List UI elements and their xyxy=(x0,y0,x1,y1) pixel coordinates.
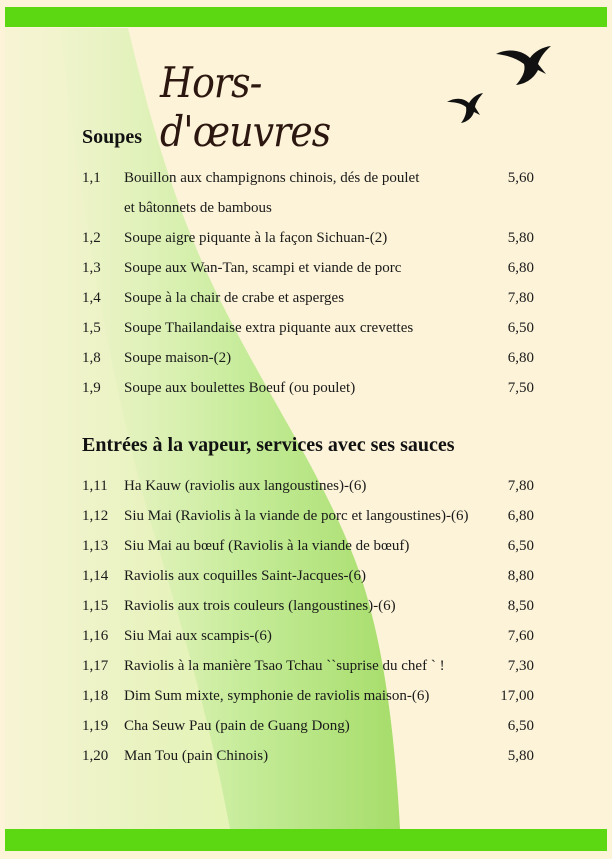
menu-item-row xyxy=(82,718,534,740)
item-price: 5,80 xyxy=(507,748,534,764)
menu-item-row xyxy=(82,568,534,590)
item-price: 6,50 xyxy=(507,320,534,336)
section-title-entrees: Entrées à la vapeur, services avec ses sauces xyxy=(82,434,455,456)
menu-item-row xyxy=(82,230,534,252)
item-number: 1,15 xyxy=(82,598,109,614)
item-price: 6,80 xyxy=(507,350,534,366)
menu-item-row xyxy=(82,170,534,216)
item-number: 1,1 xyxy=(82,170,101,186)
menu-item-row xyxy=(82,478,534,500)
bird-icon xyxy=(494,44,552,86)
item-price: 7,80 xyxy=(507,478,534,494)
item-price: 5,60 xyxy=(507,170,534,186)
item-price: 7,50 xyxy=(507,380,534,396)
item-name: Soupe à la chair de crabe et asperges xyxy=(124,290,345,306)
item-name: Soupe aux boulettes Boeuf (ou poulet) xyxy=(124,380,356,396)
item-name: Soupe Thailandaise extra piquante aux crevettes xyxy=(124,320,414,336)
item-name: Raviolis aux trois couleurs (langoustines)-(6) xyxy=(124,598,396,614)
item-price: 8,50 xyxy=(507,598,534,614)
item-name: Siu Mai (Raviolis à la viande de porc et langoustines)-(6) xyxy=(124,508,469,524)
menu-item-row xyxy=(82,538,534,560)
item-number: 1,2 xyxy=(82,230,101,246)
item-name: Soupe aux Wan-Tan, scampi et viande de porc xyxy=(124,260,402,276)
item-number: 1,12 xyxy=(82,508,109,524)
bird-icon xyxy=(446,90,484,124)
item-price: 6,50 xyxy=(507,538,534,554)
menu-item-row xyxy=(82,320,534,342)
item-number: 1,9 xyxy=(82,380,101,396)
item-name: Raviolis à la manière Tsao Tchau ``suprise du chef ` ! xyxy=(124,658,445,674)
item-price: 5,80 xyxy=(507,230,534,246)
item-number: 1,18 xyxy=(82,688,109,704)
item-number: 1,17 xyxy=(82,658,109,674)
item-price: 6,80 xyxy=(507,508,534,524)
item-name: Raviolis aux coquilles Saint-Jacques-(6) xyxy=(124,568,367,584)
item-name: Dim Sum mixte, symphonie de raviolis maison-(6) xyxy=(124,688,430,704)
menu-item-row xyxy=(82,508,534,530)
menu-item-row xyxy=(82,290,534,312)
item-price: 6,80 xyxy=(507,260,534,276)
item-price: 7,60 xyxy=(507,628,534,644)
item-name: Bouillon aux champignons chinois, dés de poulet xyxy=(124,170,420,186)
menu-item-row xyxy=(82,260,534,282)
item-name-continued: et bâtonnets de bambous xyxy=(124,200,272,216)
menu-item-row xyxy=(82,380,534,402)
item-number: 1,3 xyxy=(82,260,101,276)
item-number: 1,4 xyxy=(82,290,101,306)
item-name: Man Tou (pain Chinois) xyxy=(124,748,269,764)
item-name: Ha Kauw (raviolis aux langoustines)-(6) xyxy=(124,478,367,494)
item-number: 1,19 xyxy=(82,718,109,734)
item-price: 6,50 xyxy=(507,718,534,734)
item-price: 17,00 xyxy=(500,688,534,704)
bottom-green-band xyxy=(5,829,607,851)
item-number: 1,11 xyxy=(82,478,108,494)
item-number: 1,16 xyxy=(82,628,109,644)
item-name: Siu Mai au bœuf (Raviolis à la viande de bœuf) xyxy=(124,538,410,554)
item-number: 1,5 xyxy=(82,320,101,336)
item-number: 1,8 xyxy=(82,350,101,366)
menu-item-row xyxy=(82,658,534,680)
item-number: 1,14 xyxy=(82,568,109,584)
section-title-soupes: Soupes xyxy=(82,126,143,148)
menu-item-row xyxy=(82,748,534,770)
top-green-band xyxy=(5,7,607,27)
menu-item-row xyxy=(82,688,534,710)
item-name: Siu Mai aux scampis-(6) xyxy=(124,628,272,644)
menu-item-row xyxy=(82,598,534,620)
item-price: 7,80 xyxy=(507,290,534,306)
item-name: Cha Seuw Pau (pain de Guang Dong) xyxy=(124,718,350,734)
item-price: 7,30 xyxy=(507,658,534,674)
item-name: Soupe maison-(2) xyxy=(124,350,232,366)
page-title: Hors-d'œuvres xyxy=(160,58,331,156)
item-name: Soupe aigre piquante à la façon Sichuan-(2) xyxy=(124,230,388,246)
menu-item-row xyxy=(82,350,534,372)
item-number: 1,20 xyxy=(82,748,109,764)
menu-item-row xyxy=(82,628,534,650)
item-price: 8,80 xyxy=(507,568,534,584)
item-number: 1,13 xyxy=(82,538,109,554)
